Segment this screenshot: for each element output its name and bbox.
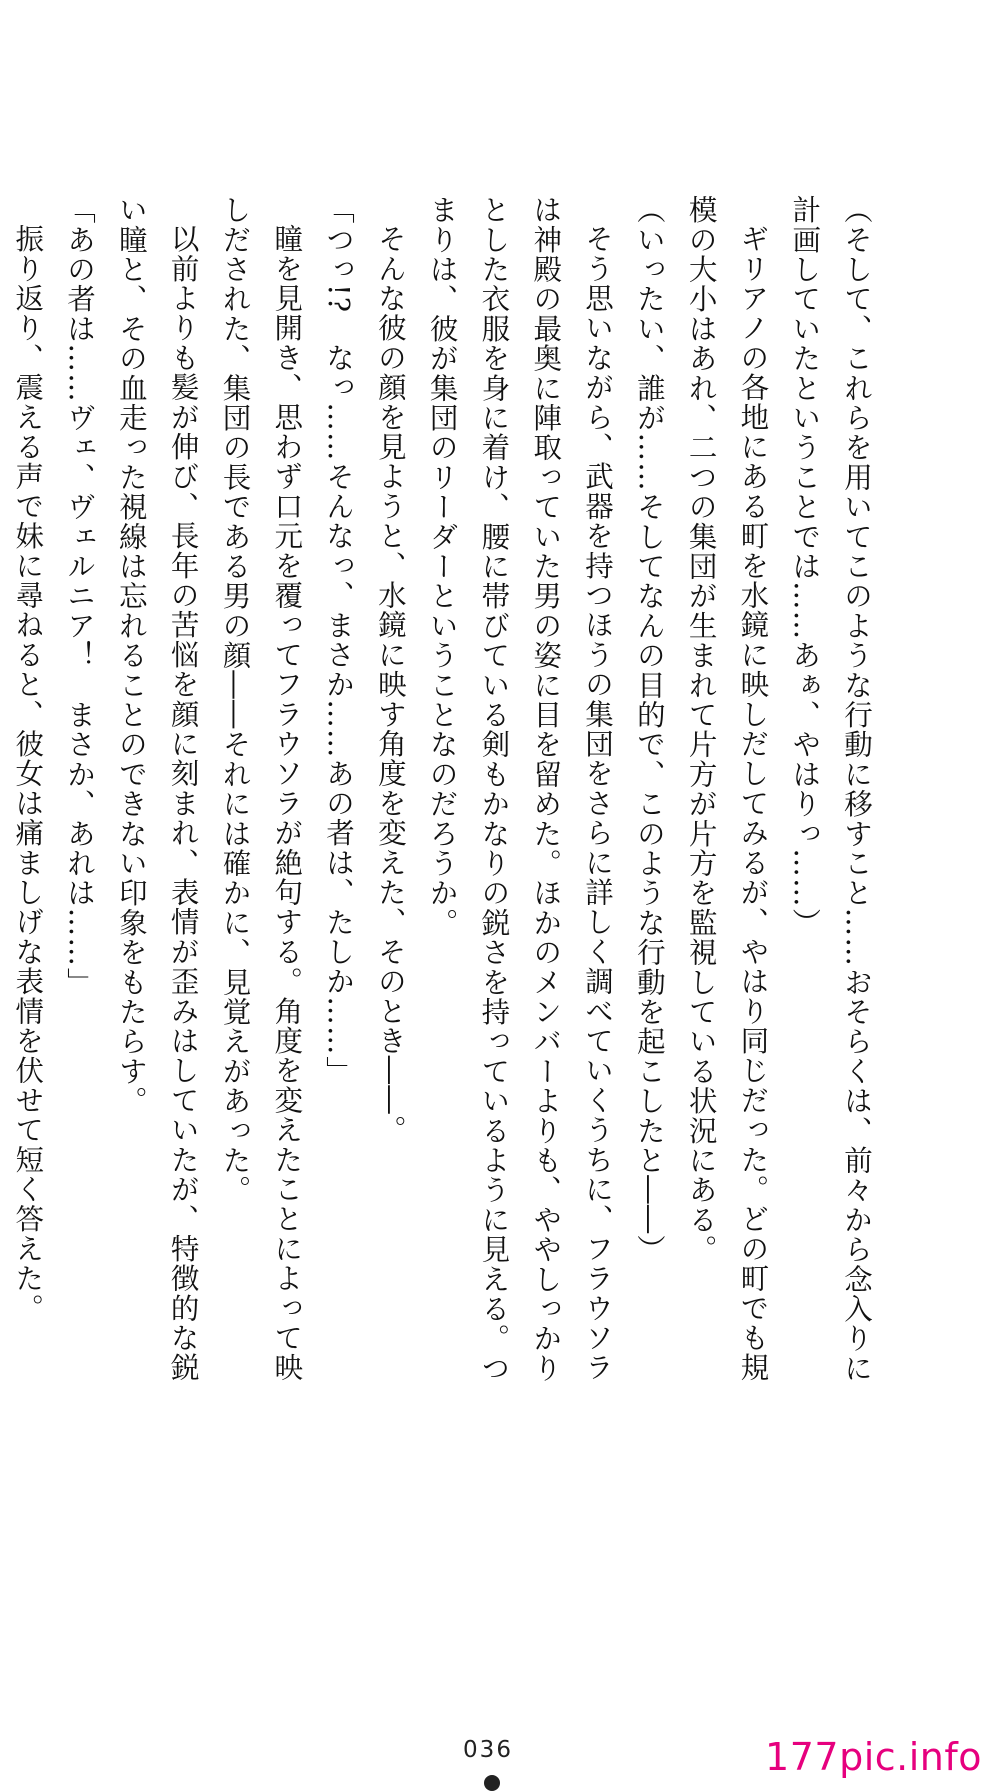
text-line-14: 以前よりも髪が伸び、長年の苦悩を顔に刻まれ、表情が歪みはしていたが、特徴的な鋭: [166, 223, 200, 1382]
text-line-10: そんな彼の顔を見ようと、水鏡に映す角度を変えた、そのとき――。: [373, 223, 407, 1145]
text-line-5: （いったい、誰が……そしてなんの目的で、このような行動を起こしたと――）: [632, 195, 666, 1265]
text-line-8: とした衣服を身に着け、腰に帯びている剣もかなりの鋭さを持っているように見える。つ: [477, 195, 511, 1383]
text-line-11: 「つっ!? なっ……そんなっ、まさか……あの者は、たしか……」: [322, 195, 356, 1086]
text-line-4: 模の大小はあれ、二つの集団が生まれて片方が片方を監視している状況にある。: [684, 195, 718, 1265]
page-ornament-icon: [484, 1775, 500, 1791]
text-line-15: い瞳と、その血走った視線は忘れることのできない印象をもたらす。: [114, 195, 148, 1116]
text-line-7: は神殿の最奥に陣取っていた男の姿に目を留めた。ほかのメンバーよりも、ややしっかり: [529, 195, 563, 1383]
text-line-1: （そして、これらを用いてこのような行動に移すこと……おそらくは、前々から念入りに: [840, 195, 873, 1383]
page-number: 036: [463, 1737, 513, 1763]
text-line-3: ギリアノの各地にある町を水鏡に映しだしてみるが、やはり同じだった。どの町でも規: [736, 223, 770, 1382]
text-line-12: 瞳を見開き、思わず口元を覆ってフラウソラが絶句する。角度を変えたことによって映: [270, 223, 304, 1382]
text-line-13: しだされた、集団の長である男の顔――それには確かに、見覚えがあった。: [218, 195, 252, 1205]
text-line-9: まりは、彼が集団のリーダーということなのだろうか。: [425, 195, 459, 938]
text-line-6: そう思いながら、武器を持つほうの集団をさらに詳しく調べていくうちに、フラウソラ: [581, 223, 615, 1382]
text-line-17: 振り返り、震える声で妹に尋ねると、彼女は痛ましげな表情を伏せて短く答えた。: [11, 223, 45, 1323]
text-line-16: 「あの者は……ヴェ、ヴェルニア！ まさか、あれは……」: [63, 195, 97, 997]
vertical-body-text: [11, 195, 882, 1580]
watermark: 177pic.info: [765, 1735, 982, 1779]
text-line-2: 計画していたということでは……あぁ、やはりっ……）: [788, 195, 822, 938]
